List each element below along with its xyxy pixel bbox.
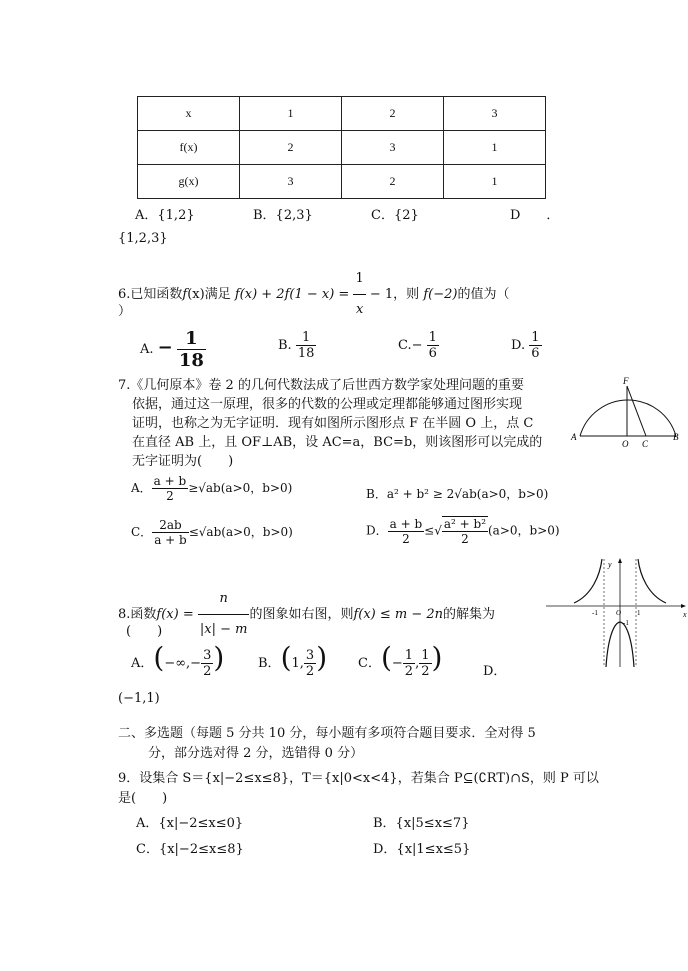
semicircle-arc bbox=[580, 400, 676, 436]
segment-fc bbox=[627, 386, 646, 436]
q7-option-c: C． $\frac{2ab}{a + b}$ ≤√ab(a>0，b>0) bbox=[131, 518, 293, 547]
q9-option-d: D．{x|1≤x≤5} bbox=[373, 842, 471, 857]
q6-option-c: C.− $\frac{1}{6}$ bbox=[398, 330, 437, 361]
q6-fraction: $\frac{1}{x}$ bbox=[353, 264, 365, 325]
graph-label-minus-1: -1 bbox=[592, 609, 598, 617]
label-c: C bbox=[642, 439, 649, 449]
table-cell: 1 bbox=[240, 97, 342, 131]
q7-line: 7.《几何原本》卷 2 的几何代数法成了后世西方数学家处理问题的重要 bbox=[118, 378, 524, 393]
q6-option-b: B. $\frac{1}{18}$ bbox=[278, 330, 315, 361]
q9-stem: 9．设集合 S＝{x|−2≤x≤8}，T＝{x|0<x<4}，若集合 P⊆(∁RT)∩S，则 P 可以 bbox=[118, 771, 599, 786]
curve-left-branch bbox=[574, 559, 602, 603]
x-axis-arrow-icon bbox=[681, 604, 686, 608]
q5-option-a: A．{1,2} bbox=[135, 208, 195, 223]
q8-option-d: D． bbox=[483, 664, 507, 679]
q6-option-b-fraction: $\frac{1}{18}$ bbox=[297, 330, 315, 361]
q6-option-d: D. $\frac{1}{6}$ bbox=[511, 330, 540, 361]
q7-option-d: D． $\frac{a + b}{2}$ ≤√ $\frac{\text{a² + b²}}{2}$ (a>0，b>0) bbox=[366, 516, 560, 546]
table-cell: x bbox=[138, 97, 240, 131]
q9-stem-cont: 是( ) bbox=[118, 791, 168, 806]
table-cell: 1 bbox=[444, 165, 546, 199]
graph-label-origin: O bbox=[616, 609, 622, 617]
q7-line: 依据，通过这一原理，很多的代数的公理或定理都能够通过图形实现 bbox=[132, 397, 523, 412]
label-f: F bbox=[623, 376, 629, 386]
graph-label-y: y bbox=[608, 560, 612, 569]
q6-f: f bbox=[182, 287, 188, 302]
curve-right-branch bbox=[638, 559, 666, 603]
value-table bbox=[137, 96, 546, 199]
table-cell: 2 bbox=[342, 165, 444, 199]
q9-option-c: C．{x|−2≤x≤8} bbox=[136, 842, 244, 857]
q6-close: ） bbox=[118, 304, 132, 319]
table-cell: g(x) bbox=[138, 165, 240, 199]
section2-heading-cont: 分，部分选对得 2 分，选错得 0 分） bbox=[148, 746, 364, 761]
section2-heading: 二、多选题（每题 5 分共 10 分，每小题有多项符合题目要求．全对得 5 bbox=[118, 726, 536, 741]
q7-line: 在直径 AB 上，且 OF⊥AB，设 AC=a，BC=b，则该图形可以完成的 bbox=[132, 435, 543, 450]
semicircle-figure bbox=[568, 374, 682, 450]
table-cell: f(x) bbox=[138, 131, 240, 165]
table-cell: 1 bbox=[444, 131, 546, 165]
label-b: B bbox=[673, 432, 679, 442]
table-row bbox=[138, 165, 546, 199]
table-row bbox=[138, 97, 546, 131]
graph-label-1: 1 bbox=[637, 609, 641, 617]
q6-eq-left: f(x) + 2f(1 − x) = bbox=[234, 287, 350, 302]
table-row bbox=[138, 131, 546, 165]
label-o: O bbox=[622, 439, 629, 449]
q5-option-c: C．{2} bbox=[371, 208, 419, 223]
graph-label-y-minus-1: -1 bbox=[623, 619, 629, 627]
label-a: A bbox=[571, 432, 577, 442]
q6-ask: f(−2) bbox=[423, 287, 458, 302]
function-graph bbox=[544, 555, 688, 670]
q6-option-a-fraction: $\frac{1}{18}$ bbox=[178, 328, 204, 371]
q9-option-a: A．{x|−2≤x≤0} bbox=[136, 816, 244, 831]
q7-option-a: A． $\frac{a + b}{2}$ ≥√ab(a>0，b>0) bbox=[131, 474, 293, 503]
q8-fraction: $\frac{n}{|x| - m}$ bbox=[198, 584, 250, 645]
graph-label-x: x bbox=[683, 610, 687, 619]
q7-stem bbox=[118, 376, 542, 471]
q5-option-d: D ． bbox=[510, 208, 560, 223]
q7-line: 无字证明为( ) bbox=[132, 454, 234, 469]
q8-stem: 8.函数f(x) = $\frac{n}{|x| - m}$ 的图象如右图，则f(x) ≤ m − 2n的解集为 bbox=[118, 584, 495, 645]
q5-option-d-value: {1,2,3} bbox=[118, 231, 168, 246]
q6-mid: 满足 bbox=[204, 287, 231, 302]
q6-eq-right: − 1，则 bbox=[369, 287, 420, 302]
q8-option-d-value: (−1,1) bbox=[118, 691, 160, 706]
table-cell: 3 bbox=[342, 131, 444, 165]
q7-line: 证明，也称之为无字证明．现有如图所示图形点 F 在半圆 O 上，点 C bbox=[132, 416, 534, 431]
q6-stem bbox=[118, 264, 509, 325]
q8-option-a: A．(−∞,− $\frac{3}{2}$ ) bbox=[131, 641, 225, 679]
q9-option-b: B．{x|5≤x≤7} bbox=[373, 816, 470, 831]
q6-option-a: A. − $\frac{1}{18}$ bbox=[140, 328, 204, 371]
q6-option-d-fraction: $\frac{1}{6}$ bbox=[531, 330, 540, 361]
table-cell: 2 bbox=[342, 97, 444, 131]
q5-option-b: B．{2,3} bbox=[253, 208, 313, 223]
table-cell: 2 bbox=[240, 131, 342, 165]
q6-fx: (x) bbox=[187, 287, 205, 302]
q7-option-b: B．a² + b² ≥ 2√ab(a>0，b>0) bbox=[366, 487, 549, 501]
q8-option-b: B．(1, $\frac{3}{2}$ ) bbox=[258, 641, 328, 679]
q6-tail: 的值为（ bbox=[457, 287, 510, 302]
q8-paren: ( ) bbox=[126, 624, 163, 639]
table-cell: 3 bbox=[444, 97, 546, 131]
q6-option-c-fraction: $\frac{1}{6}$ bbox=[428, 330, 437, 361]
table-cell: 3 bbox=[240, 165, 342, 199]
q6-prefix: 6.已知函数 bbox=[118, 287, 183, 302]
y-axis-arrow-icon bbox=[618, 558, 622, 563]
q8-option-c: C．(− $\frac{1}{2}$ , $\frac{1}{2}$ ) bbox=[358, 641, 443, 679]
